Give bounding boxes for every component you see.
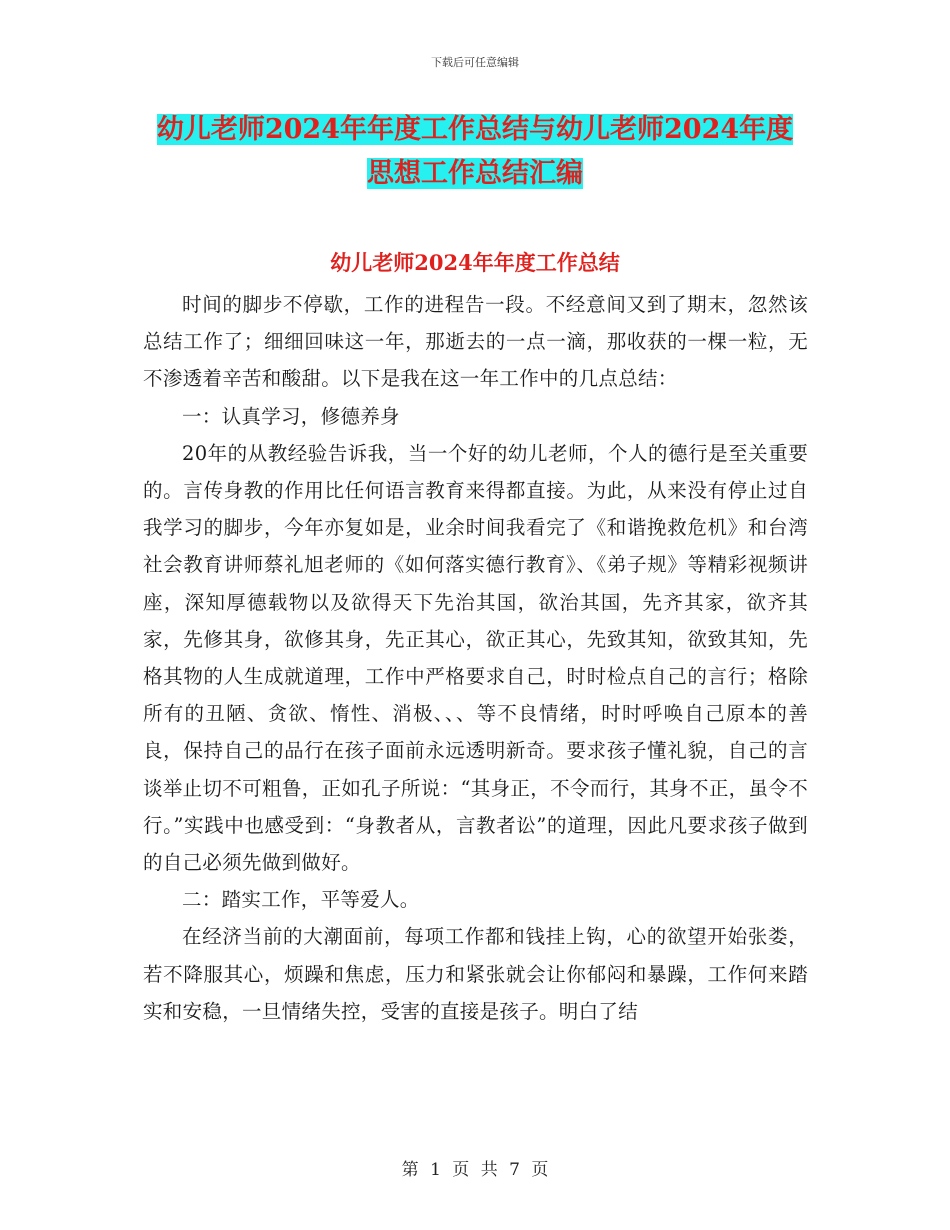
document-body [143, 286, 808, 1030]
heading-study: 一：认真学习，修德养身 [182, 404, 400, 428]
paragraph-work: 在经济当前的大潮面前，每项工作都和钱挂上钩，心的欲望开始张娄，若不降服其心，烦躁和焦虑，压力和紧张就会让你郁闷和暴躁，工作何来踏实和安稳，一旦情绪失控，受害的直接是孩子。明白了结 [143, 925, 808, 1023]
document-title [150, 108, 800, 196]
paragraph-study: 20年的从教经验告诉我，当一个好的幼儿老师，个人的德行是至关重要的。言传身教的作用比任何语言教育来得都直接。为此，从来没有停止过自我学习的脚步，今年亦复如是，业余时间我看完了《和谐挽救危机》和台湾社会教育讲师蔡礼旭老师的《如何落实德行教育》、《弟子规》等精彩视频讲座，深知厚德载物以及欲得天下先治其国，欲治其国，先齐其家，欲齐其家，先修其身，欲修其身，先正其心，欲正其心，先致其知，欲致其知，先格其物的人生成就道理，工作中严格要求自己，时时检点自己的言行；格除所有的丑陋、贪欲、惰性、消极、、、等不良情绪，时时呼唤自己原本的善良，保持自己的品行在孩子面前永远透明新奇。要求孩子懂礼貌，自己的言谈举止切不可粗鲁，正如孔子所说：“其身正，不令而行，其身不正，虽令不行。”实践中也感受到：“身教者从，言教者讼”的道理，因此凡要求孩子做到的自己必须先做到做好。 [143, 441, 808, 875]
heading-work: 二：踏实工作，平等爱人。 [182, 888, 420, 912]
section-title: 幼儿老师2024年年度工作总结 [330, 250, 620, 275]
page-footer: 第 1 页 共 7 页 [401, 1160, 549, 1180]
paragraph-intro: 时间的脚步不停歇，工作的进程告一段。不经意间又到了期末，忽然该总结工作了；细细回味这一年，那逝去的一点一滴，那收获的一棵一粒，无不渗透着辛苦和酸甜。以下是我在这一年工作中的几点总结： [143, 293, 808, 391]
document-title-line-2: 思想工作总结汇编 [367, 158, 583, 189]
document-title-line-1: 幼儿老师2024年年度工作总结与幼儿老师2024年度 [156, 114, 794, 145]
header-note: 下载后可任意编辑 [431, 56, 519, 69]
